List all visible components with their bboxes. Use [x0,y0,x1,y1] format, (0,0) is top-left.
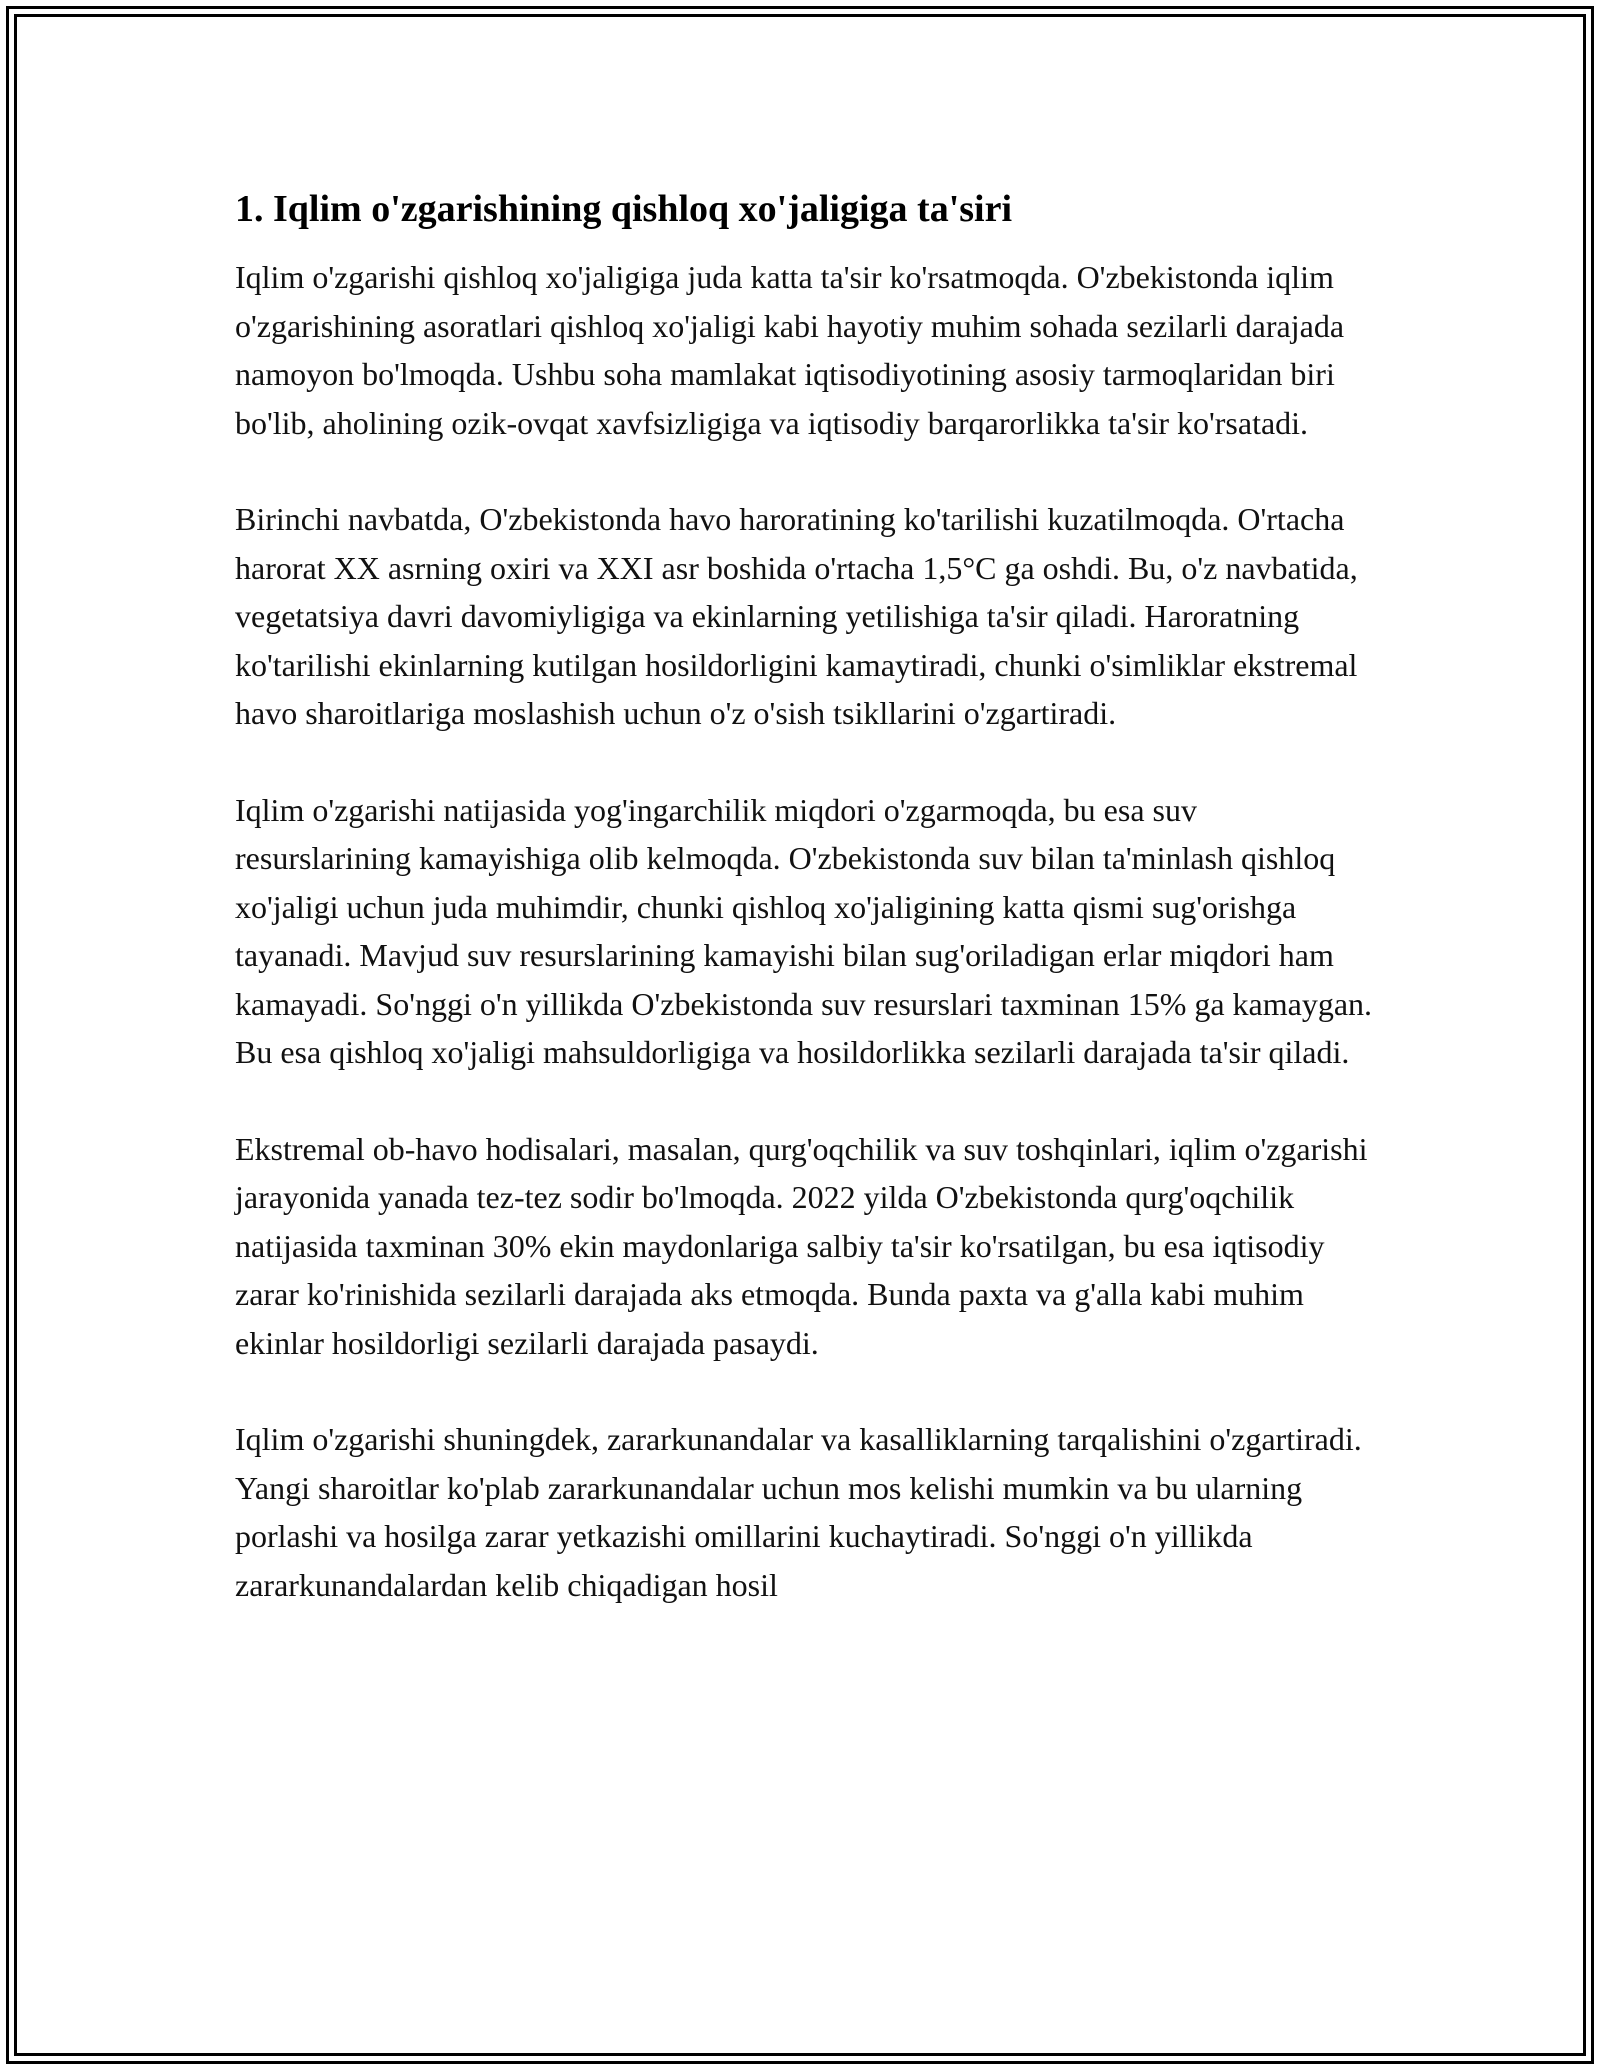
section-heading: 1. Iqlim o'zgarishining qishloq xo'jaligiga ta'siri [235,188,1013,230]
document-body [235,185,1375,1657]
paragraph-5: Iqlim o'zgarishi shuningdek, zararkunandalar va kasalliklarning tarqalishini o'zgartiradi. Yangi sharoitlar ko'plab zararkunandalar uchun mos kelishi mumkin va bu ularning porlashi va hosilga zarar yetkazishi omillarini kuchaytiradi. So'nggi o'n yillikda zararkunandalardan kelib chiqadigan hosil [235,1421,1362,1603]
paragraph-3: Iqlim o'zgarishi natijasida yog'ingarchilik miqdori o'zgarmoqda, bu esa suv resurslarining kamayishiga olib kelmoqda. O'zbekistonda suv bilan ta'minlash qishloq xo'jaligi uchun juda muhimdir, chunki qishloq xo'jaligining katta qismi sug'orishga tayanadi. Mavjud suv resurslarining kamayishi bilan sug'oriladigan erlar miqdori ham kamayadi. So'nggi o'n yillikda O'zbekistonda suv resurslari taxminan 15% ga kamaygan. Bu esa qishloq xo'jaligi mahsuldorligiga va hosildorlikka sezilarli darajada ta'sir qiladi. [235,791,1373,1070]
paragraph-4: Ekstremal ob-havo hodisalari, masalan, qurg'oqchilik va suv toshqinlari, iqlim o'zgarishi jarayonida yanada tez-tez sodir bo'lmoqda. 2022 yilda O'zbekistonda qurg'oqchilik natijasida taxminan 30% ekin maydonlariga salbiy ta'sir ko'rsatilgan, bu esa iqtisodiy zarar ko'rinishida sezilarli darajada aks etmoqda. Bunda paxta va g'alla kabi muhim ekinlar hosildorligi sezilarli darajada pasaydi. [235,1130,1368,1361]
paragraph-2: Birinchi navbatda, O'zbekistonda havo haroratining ko'tarilishi kuzatilmoqda. O'rtacha harorat XX asrning oxiri va XXI asr boshida o'rtacha 1,5°C ga oshdi. Bu, o'z navbatida, vegetatsiya davri davomiyligiga va ekinlarning yetilishiga ta'sir qiladi. Haroratning ko'tarilishi ekinlarning kutilgan hosildorligini kamaytiradi, chunki o'simliklar ekstremal havo sharoitlariga moslashish uchun o'z o'sish tsikllarini o'zgartiradi. [235,501,1358,731]
paragraph-1: Iqlim o'zgarishi qishloq xo'jaligiga juda katta ta'sir ko'rsatmoqda. O'zbekistonda iqlim o'zgarishining asoratlari qishloq xo'jaligi kabi hayotiy muhim sohada sezilarli darajada namoyon bo'lmoqda. Ushbu soha mamlakat iqtisodiyotining asosiy tarmoqlaridan biri bo'lib, aholining ozik-ovqat xavfsizligiga va iqtisodiy barqarorlikka ta'sir ko'rsatadi. [235,259,1345,441]
